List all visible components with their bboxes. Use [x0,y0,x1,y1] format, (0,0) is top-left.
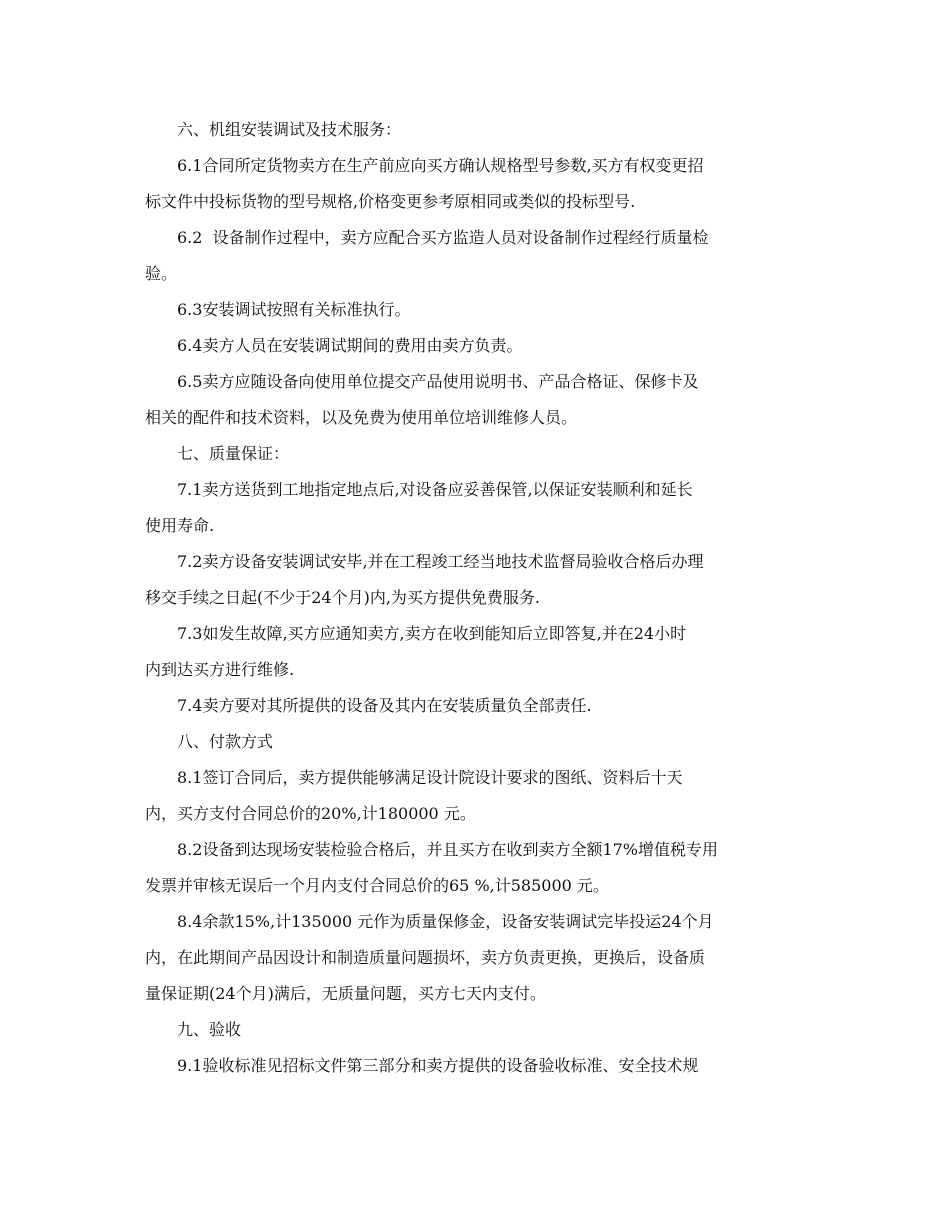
text-line: 八、付款方式 [177,732,274,751]
text-line: 6.3安装调试按照有关标准执行。 [177,300,411,319]
text-line: 六、机组安装调试及技术服务： [177,120,402,139]
document-body [145,112,810,1084]
text-line: 验。 [145,264,178,283]
text-line: 6.4卖方人员在安装调试期间的费用由卖方负责。 [177,336,523,355]
text-line: 移交手续之日起(不少于24个月)内,为买方提供免费服务. [145,588,541,607]
text-line: 相关的配件和技术资料，以及免费为使用单位培训维修人员。 [145,408,578,427]
text-line: 6.2 设备制作过程中，卖方应配合买方监造人员对设备制作过程经行质量检 [177,228,709,247]
text-line: 8.1签订合同后，卖方提供能够满足设计院设计要求的图纸、资料后十天 [177,768,683,787]
text-line: 6.5卖方应随设备向使用单位提交产品使用说明书、产品合格证、保修卡及 [177,372,699,391]
text-line: 内，在此期间产品因设计和制造质量问题损坏，卖方负责更换，更换后，设备质 [145,948,706,967]
text-line: 九、验收 [177,1020,242,1039]
text-line: 7.4卖方要对其所提供的设备及其内在安装质量负全部责任. [177,696,592,715]
text-line: 内到达买方进行维修. [145,660,295,679]
text-line: 内，买方支付合同总价的20%,计180000 元。 [145,804,476,823]
text-line: 9.1验收标准见招标文件第三部分和卖方提供的设备验收标准、安全技术规 [177,1056,699,1075]
text-line: 标文件中投标货物的型号规格,价格变更参考原相同或类似的投标型号. [145,192,636,211]
text-line: 6.1合同所定货物卖方在生产前应向买方确认规格型号参数,买方有权变更招 [177,156,704,175]
text-line: 7.2卖方设备安装调试安毕,并在工程竣工经当地技术监督局验收合格后办理 [177,552,704,571]
text-line: 7.1卖方送货到工地指定地点后,对设备应妥善保管,以保证安装顺利和延长 [177,480,693,499]
text-line: 8.2设备到达现场安装检验合格后，并且买方在收到卖方全额17%增值税专用 [177,840,719,859]
text-line: 量保证期(24个月)满后，无质量问题，买方七天内支付。 [145,984,546,1003]
text-line: 8.4余款15%,计135000 元作为质量保修金，设备安装调试完毕投运24个月 [177,912,714,931]
text-line: 七、质量保证： [177,444,290,463]
text-line: 发票并审核无误后一个月内支付合同总价的65 %,计585000 元。 [145,876,609,895]
text-line: 7.3如发生故障,买方应通知卖方,卖方在收到能知后立即答复,并在24小时 [177,624,687,643]
text-line: 使用寿命. [145,516,215,535]
